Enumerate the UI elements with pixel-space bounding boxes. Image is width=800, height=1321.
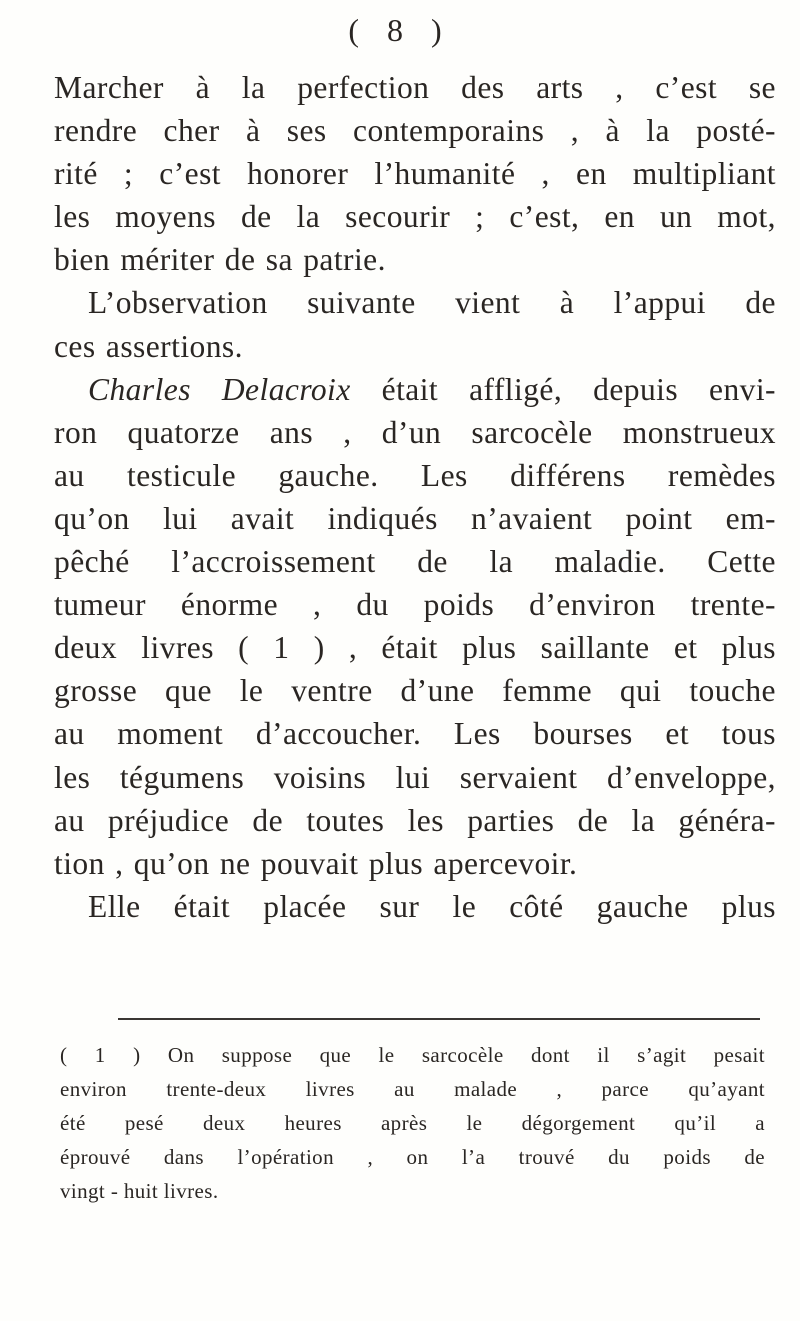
text-line: ces assertions.	[54, 328, 243, 364]
text-line: L’observation suivante vient à l’appui de	[88, 285, 776, 321]
text-line: deux livres ( 1 ) , était plus saillante et plus	[54, 630, 776, 666]
footnote-line: été pesé deux heures après le dégorgement qu’il a	[60, 1111, 765, 1135]
text-line: au moment d’accoucher. Les bourses et tous	[54, 716, 776, 752]
text-line: au préjudice de toutes les parties de la généra-	[54, 802, 776, 838]
footnote-line: environ trente-deux livres au malade , parce qu’ayant	[60, 1077, 765, 1101]
person-name: Charles Delacroix	[88, 371, 351, 407]
text-line: rendre cher à ses contemporains , à la posté-	[54, 113, 776, 149]
footnote-line: vingt - huit livres.	[60, 1179, 219, 1203]
main-text	[54, 66, 776, 928]
text-line: bien mériter de sa patrie.	[54, 242, 386, 278]
text-line	[54, 368, 776, 411]
page-number: ( 8 )	[348, 12, 452, 48]
footnote-line: ( 1 ) On suppose que le sarcocèle dont il s’agit pesait	[60, 1043, 765, 1067]
footnote	[60, 1038, 765, 1208]
footnote-divider	[118, 1018, 760, 1020]
text-line: Marcher à la perfection des arts , c’est se	[54, 70, 776, 105]
text-line: ron quatorze ans , d’un sarcocèle monstrueux	[54, 414, 776, 450]
text-line: au testicule gauche. Les différens remèdes	[54, 457, 776, 493]
text-line: les moyens de la secourir ; c’est, en un mot,	[54, 199, 776, 235]
text-line: qu’on lui avait indiqués n’avaient point em-	[54, 500, 776, 536]
text-line: tumeur énorme , du poids d’environ trente-	[54, 587, 776, 623]
text-line: grosse que le ventre d’une femme qui touche	[54, 673, 776, 709]
text-fragment: était affligé, depuis envi-	[350, 371, 776, 407]
text-line: rité ; c’est honorer l’humanité , en multipliant	[54, 156, 776, 192]
text-line: Elle était placée sur le côté gauche plus	[88, 888, 776, 924]
text-line: les tégumens voisins lui servaient d’enveloppe,	[54, 759, 776, 795]
text-line: pêché l’accroissement de la maladie. Cette	[54, 544, 776, 580]
footnote-line: éprouvé dans l’opération , on l’a trouvé du poids de	[60, 1145, 765, 1169]
text-line: tion , qu’on ne pouvait plus apercevoir.	[54, 845, 578, 881]
